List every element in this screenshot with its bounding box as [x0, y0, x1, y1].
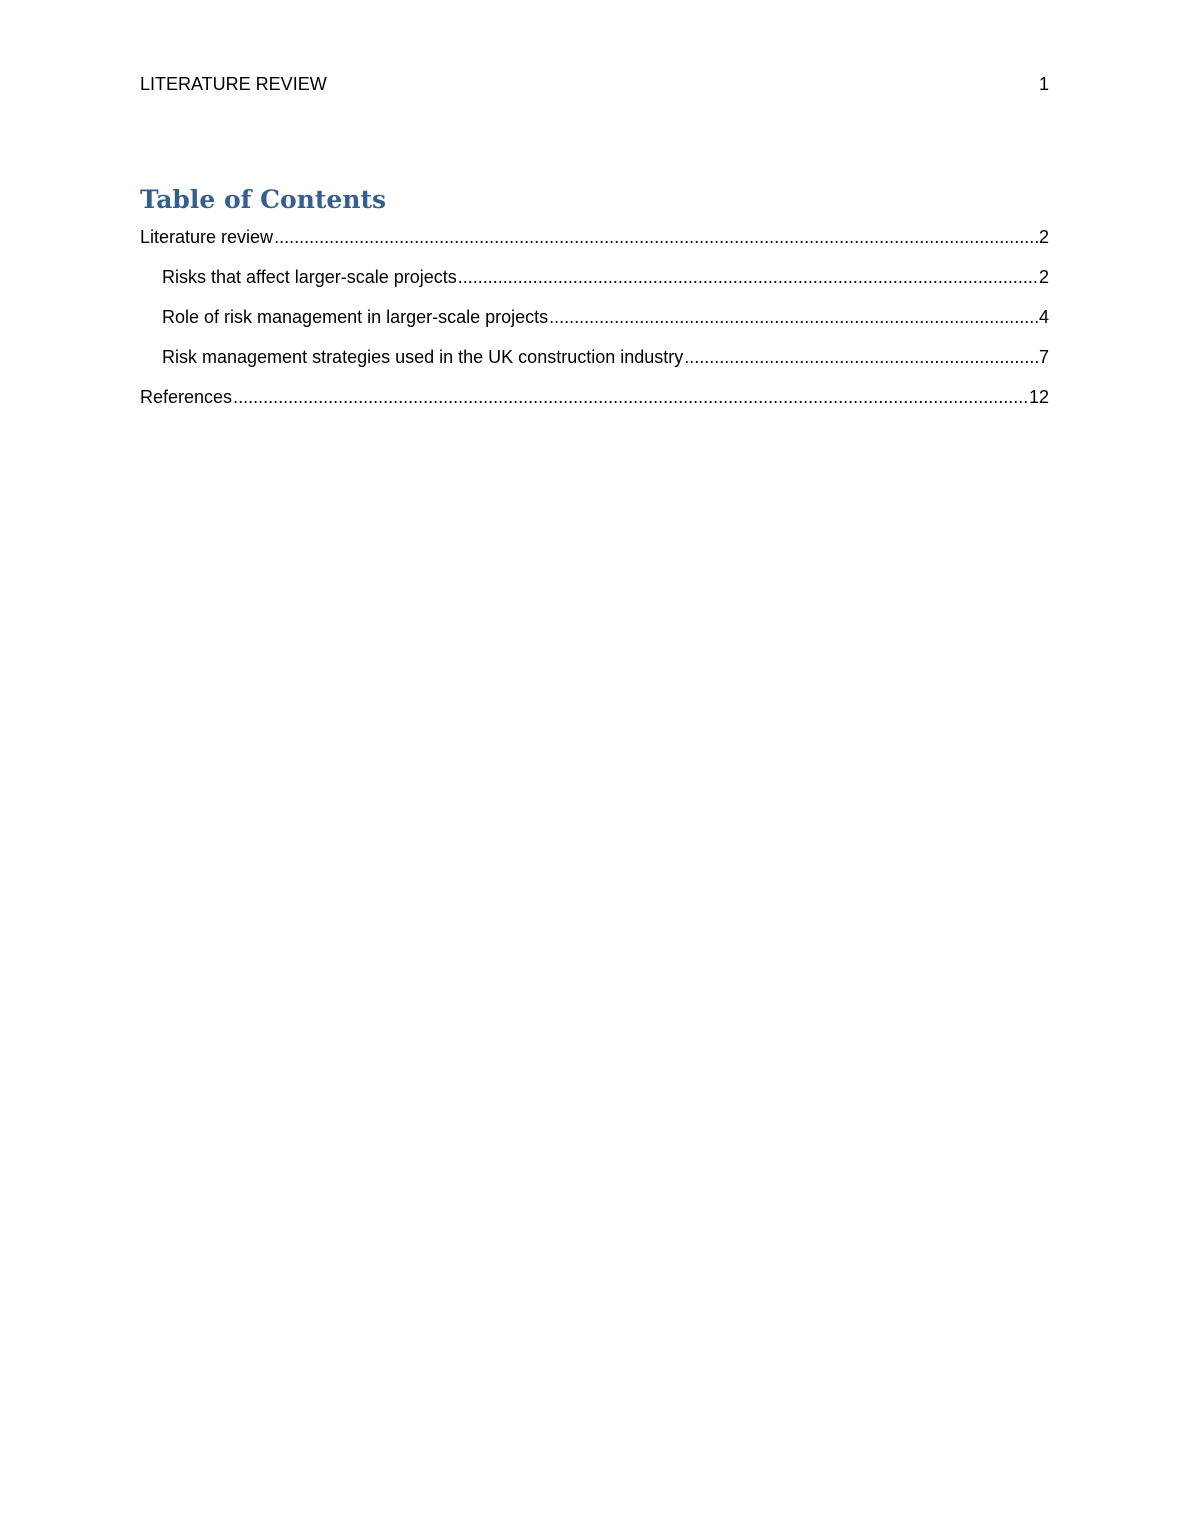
- toc-entry-literature-review[interactable]: [140, 225, 1049, 265]
- toc-dot-leader: [458, 265, 1038, 289]
- toc-entry-role-of-risk-management[interactable]: [140, 305, 1049, 345]
- toc-entry-page: 4: [1038, 307, 1049, 327]
- toc-entry-risks-larger-scale-projects[interactable]: [140, 265, 1049, 305]
- toc-entry-page: 2: [1038, 267, 1049, 287]
- page-number: 1: [1038, 73, 1049, 94]
- toc-entry-label: Risks that affect larger-scale projects: [162, 267, 457, 287]
- toc-entry-page: 7: [1038, 347, 1049, 367]
- table-of-contents: [140, 225, 1049, 425]
- toc-entry-page: 2: [1038, 227, 1049, 247]
- toc-title: Table of Contents: [140, 185, 387, 214]
- toc-entry-label: References: [140, 387, 233, 407]
- toc-entry-label: Role of risk management in larger-scale projects: [162, 307, 549, 327]
- toc-entry-label: Risk management strategies used in the UK construction industry: [162, 347, 684, 367]
- toc-entry-references[interactable]: [140, 385, 1049, 425]
- toc-dot-leader: [233, 385, 1028, 409]
- page-header: [140, 72, 1049, 96]
- toc-dot-leader: [274, 225, 1038, 249]
- toc-dot-leader: [549, 305, 1038, 329]
- toc-entry-page: 12: [1028, 387, 1049, 407]
- toc-dot-leader: [684, 345, 1038, 369]
- toc-entry-label: Literature review: [140, 227, 274, 247]
- running-title: LITERATURE REVIEW: [140, 73, 327, 94]
- toc-entry-uk-construction-strategies[interactable]: [140, 345, 1049, 385]
